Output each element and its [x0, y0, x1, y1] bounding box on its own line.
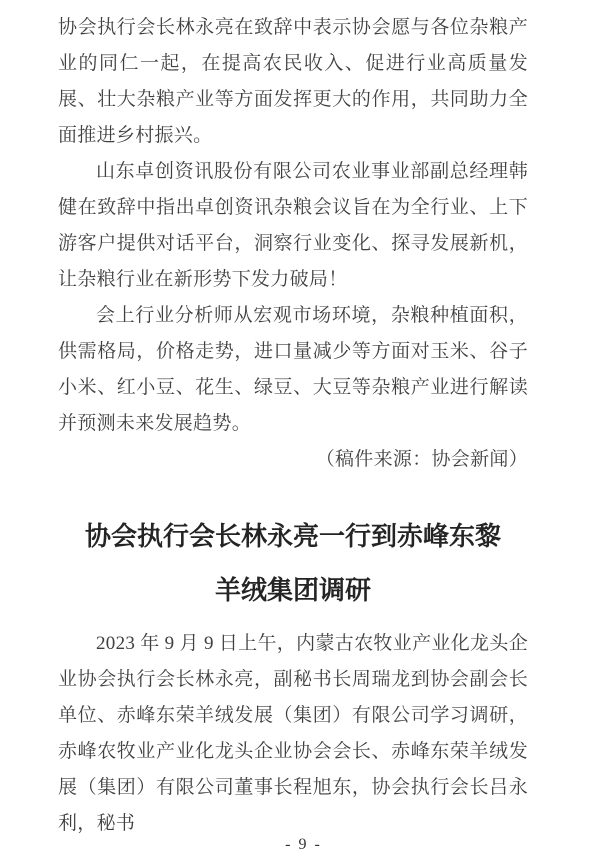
article1-paragraph-1: 协会执行会长林永亮在致辞中表示协会愿与各位杂粮产业的同仁一起，在提高农民收入、促进行业高质量发展、壮大杂粮产业等方面发挥更大的作用，共同助力全面推进乡村振兴。: [58, 17, 528, 146]
article1-source-note: （稿件来源：协会新闻）: [315, 449, 528, 470]
article2-title: 协会执行会长林永亮一行到赤峰东黎羊绒集团调研: [84, 522, 501, 605]
article2-paragraph-1: 2023 年 9 月 9 日上午，内蒙古农牧业产业化龙头企业协会执行会长林永亮，副秘书长周瑞龙到协会副会长单位、赤峰东荣羊绒发展（集团）有限公司学习调研，赤峰农牧业产业化龙头企业协会会长、赤峰东荣羊绒发展（集团）有限公司董事长程旭东，协会执行会长吕永利，秘书: [58, 633, 528, 834]
article1-paragraph-2: 山东卓创资讯股份有限公司农业事业部副总经理韩健在致辞中指出卓创资讯杂粮会议旨在为全行业、上下游客户提供对话平台，洞察行业变化、探寻发展新机，让杂粮行业在新形势下发力破局！: [58, 161, 528, 290]
page-content: [58, 10, 528, 842]
page-number: - 9 -: [285, 836, 322, 853]
article1-paragraph-3: 会上行业分析师从宏观市场环境，杂粮种植面积，供需格局，价格走势，进口量减少等方面对玉米、谷子小米、红小豆、花生、绿豆、大豆等杂粮产业进行解读并预测未来发展趋势。: [58, 305, 528, 434]
